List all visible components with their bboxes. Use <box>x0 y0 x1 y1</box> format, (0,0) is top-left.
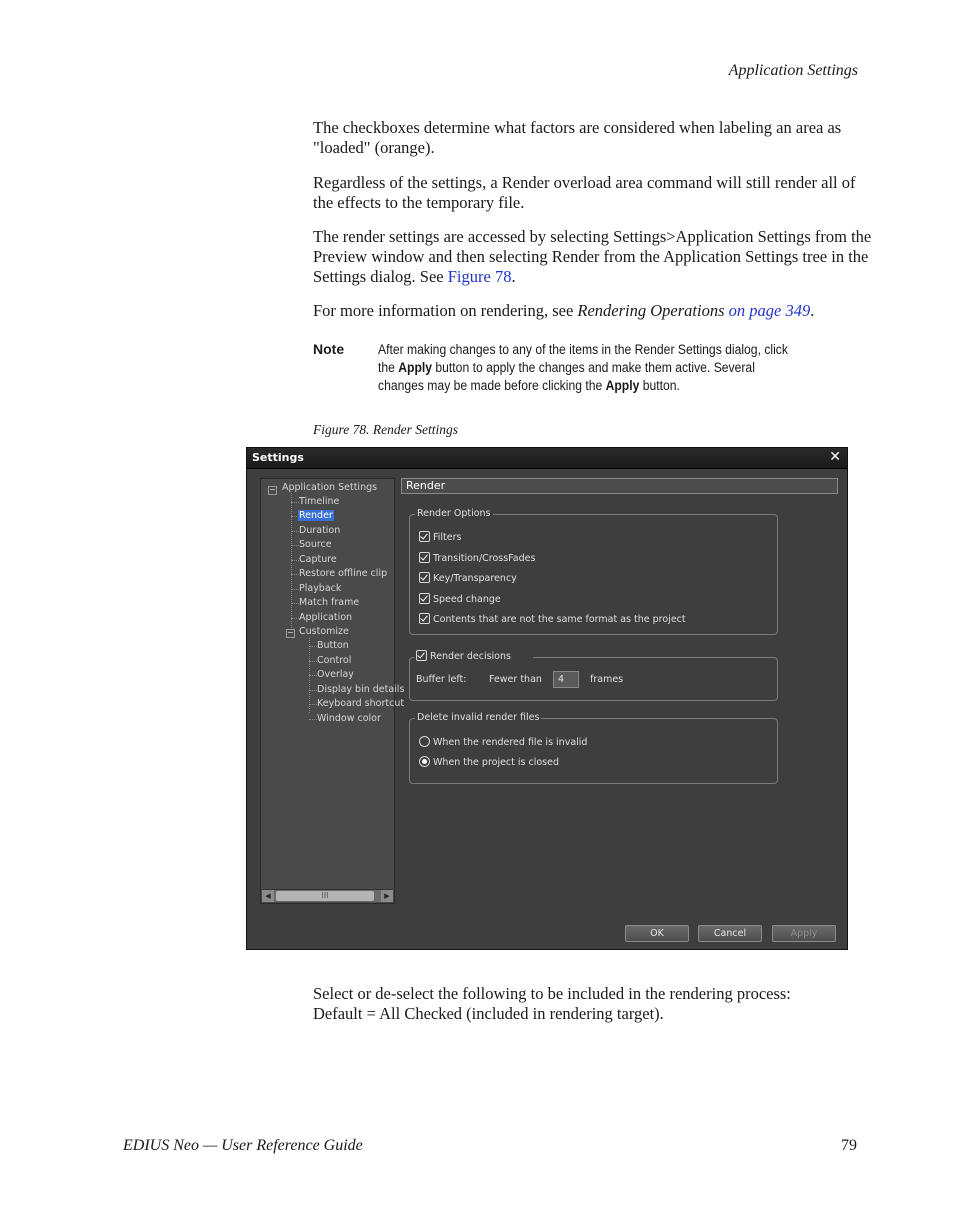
option-when-project-closed[interactable] <box>419 756 559 768</box>
tree-item-render[interactable]: Render <box>299 510 333 521</box>
checkbox-checked-icon[interactable] <box>419 613 430 624</box>
tree-item-button[interactable]: Button <box>317 640 349 651</box>
paragraph-access <box>313 227 873 287</box>
figure-78-link[interactable]: Figure 78 <box>447 267 512 286</box>
ok-button[interactable]: OK <box>625 925 689 942</box>
tree-item-keyboard-shortcut[interactable]: Keyboard shortcut <box>317 698 405 709</box>
checkbox-checked-icon[interactable] <box>419 531 430 542</box>
close-icon[interactable]: ✕ <box>829 449 841 465</box>
option-label: Transition/CrossFades <box>433 553 536 564</box>
checkbox-checked-icon[interactable] <box>416 650 427 661</box>
option-transition-crossfades[interactable] <box>419 552 535 564</box>
delete-invalid-title: Delete invalid render files <box>417 712 540 723</box>
note-text-2: button to apply the changes and make them active. Several changes may be made before clicking the <box>378 360 755 393</box>
checkbox-checked-icon[interactable] <box>419 552 430 563</box>
tree-item-control[interactable]: Control <box>317 655 352 666</box>
option-label: Speed change <box>433 594 501 605</box>
delete-invalid-group <box>409 712 778 784</box>
tree-item-match-frame[interactable]: Match frame <box>299 597 360 608</box>
tree-connector <box>309 646 317 647</box>
collapse-icon[interactable]: − <box>287 628 294 637</box>
tree-item-application-settings[interactable]: Application Settings <box>282 482 378 493</box>
tree-connector <box>291 545 299 546</box>
option-label: Contents that are not the same format as the project <box>433 614 686 625</box>
note-apply-2: Apply <box>605 378 640 393</box>
settings-dialog <box>246 447 848 950</box>
settings-tree <box>260 478 405 904</box>
paragraph-select-line2: Default = All Checked (included in rendering target). <box>313 1004 664 1023</box>
tree-item-application[interactable]: Application <box>299 612 353 623</box>
checkbox-checked-icon[interactable] <box>419 572 430 583</box>
scrollbar-thumb[interactable]: III <box>276 891 374 901</box>
running-header: Application Settings <box>728 62 858 79</box>
paragraph-regardless: Regardless of the settings, a Render overload area command will still render all of the effects to the temporary file. <box>313 173 856 212</box>
scroll-left-icon[interactable]: ◀ <box>262 890 274 902</box>
tree-item-capture[interactable]: Capture <box>299 554 337 565</box>
option-contents-format[interactable] <box>419 613 686 625</box>
note-text <box>378 341 801 395</box>
tree-item-playback[interactable]: Playback <box>299 583 342 594</box>
tree-connector <box>291 531 299 532</box>
tree-connector <box>309 675 317 676</box>
paragraph-more-info <box>313 301 873 321</box>
scroll-right-icon[interactable]: ▶ <box>381 890 393 902</box>
tree-connector <box>291 603 299 604</box>
frames-input[interactable]: 4 <box>553 671 579 688</box>
render-decisions-title[interactable] <box>414 650 533 662</box>
dialog-title: Settings <box>252 451 304 464</box>
tree-item-customize[interactable]: Customize <box>299 626 349 637</box>
option-when-file-invalid[interactable] <box>419 736 587 748</box>
render-decisions-label: Render decisions <box>430 651 511 662</box>
tree-connector <box>291 560 299 561</box>
figure-caption: Figure 78. Render Settings <box>313 422 458 437</box>
paragraph-more-info-text: For more information on rendering, see <box>313 301 578 320</box>
paragraph-access-end: . <box>511 267 516 286</box>
cancel-button[interactable]: Cancel <box>698 925 762 942</box>
frames-unit-label: frames <box>590 674 624 685</box>
paragraph-checkboxes: The checkboxes determine what factors are considered when labeling an area as "loaded" (orange). <box>313 118 842 157</box>
footer-title: EDIUS Neo — User Reference Guide <box>123 1137 363 1154</box>
fewer-than-label: Fewer than <box>489 674 542 685</box>
render-decisions-group <box>409 651 778 701</box>
paragraph-access-text: The render settings are accessed by selecting Settings>Application Settings from the Preview window and then selecting Render from the Application Settings tree in the Settings dialog. See <box>313 227 872 286</box>
page-349-link[interactable]: on page 349 <box>728 301 811 320</box>
radio-unselected-icon[interactable] <box>419 736 430 747</box>
render-options-title: Render Options <box>417 508 491 519</box>
rendering-operations-ref: Rendering Operations <box>577 301 725 320</box>
tree-connector <box>309 661 317 662</box>
option-label: Filters <box>433 532 462 543</box>
radio-selected-icon[interactable] <box>419 756 430 767</box>
tree-item-restore-offline-clip[interactable]: Restore offline clip <box>299 568 388 579</box>
option-label: When the rendered file is invalid <box>433 737 588 748</box>
option-label: Key/Transparency <box>433 573 517 584</box>
section-header: Render <box>401 478 838 494</box>
tree-connector <box>291 502 299 503</box>
note-apply-1: Apply <box>398 360 433 375</box>
tree-connector <box>291 618 299 619</box>
dialog-titlebar <box>247 448 847 469</box>
note-label: Note <box>313 341 345 357</box>
tree-connector <box>309 690 317 691</box>
option-label: When the project is closed <box>433 757 560 768</box>
checkbox-checked-icon[interactable] <box>419 593 430 604</box>
render-options-group <box>409 508 778 635</box>
page-number: 79 <box>841 1137 857 1154</box>
buffer-left-label: Buffer left: <box>416 674 467 685</box>
tree-item-overlay[interactable]: Overlay <box>317 669 354 680</box>
collapse-icon[interactable]: − <box>269 485 276 494</box>
tree-connector <box>291 589 299 590</box>
tree-connector <box>309 704 317 705</box>
tree-connector <box>309 719 317 720</box>
tree-item-timeline[interactable]: Timeline <box>299 496 340 507</box>
tree-item-source[interactable]: Source <box>299 539 332 550</box>
tree-connector <box>291 574 299 575</box>
paragraph-more-info-end: . <box>810 301 815 320</box>
tree-connector <box>291 493 292 634</box>
tree-item-display-bin-details[interactable]: Display bin details <box>317 684 405 695</box>
paragraph-select-line1: Select or de-select the following to be included in the rendering process: <box>313 984 791 1003</box>
note-text-3: button. <box>639 378 680 393</box>
tree-horizontal-scrollbar[interactable] <box>262 889 393 902</box>
option-speed-change[interactable] <box>419 593 501 605</box>
option-filters[interactable] <box>419 531 461 543</box>
tree-item-window-color[interactable]: Window color <box>317 713 381 724</box>
option-key-transparency[interactable] <box>419 572 517 584</box>
tree-item-duration[interactable]: Duration <box>299 525 341 536</box>
note-text-1: After making changes to any of the items in the Render Settings dialog, click the <box>378 342 788 375</box>
apply-button[interactable]: Apply <box>772 925 836 942</box>
